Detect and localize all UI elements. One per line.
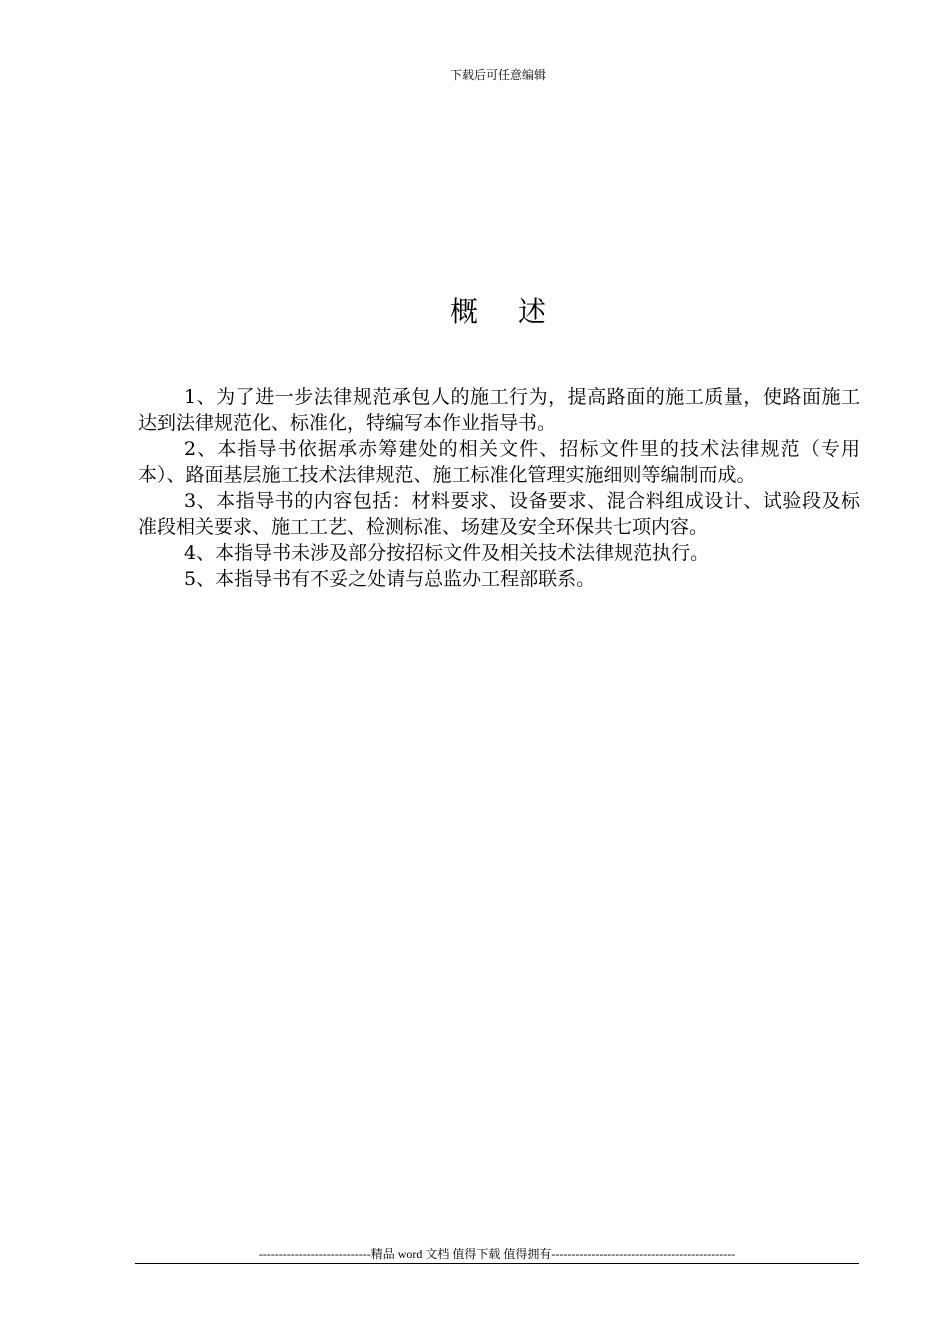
document-body	[138, 384, 860, 592]
paragraph-3: 3、本指导书的内容包括：材料要求、设备要求、混合料组成设计、试验段及标准段相关要求、施工工艺、检测标准、场建及安全环保共七项内容。	[138, 490, 860, 538]
document-title: 概述	[449, 295, 586, 328]
paragraph-1: 1、为了进一步法律规范承包人的施工行为，提高路面的施工质量，使路面施工达到法律规范化、标准化，特编写本作业指导书。	[138, 386, 860, 434]
page-header-note: 下载后可任意编辑	[449, 68, 546, 82]
paragraph-2: 2、本指导书依据承赤筹建处的相关文件、招标文件里的技术法律规范（专用本）、路面基层施工技术法律规范、施工标准化管理实施细则等编制而成。	[138, 438, 860, 486]
page-footer-note: ----------------------------精品 word 文档 值得下载 值得拥有----------------------------------------------	[258, 1247, 736, 1261]
paragraph-4: 4、本指导书未涉及部分按招标文件及相关技术法律规范执行。	[184, 542, 710, 564]
footer-divider	[135, 1263, 859, 1264]
paragraph-5: 5、本指导书有不妥之处请与总监办工程部联系。	[184, 568, 596, 590]
